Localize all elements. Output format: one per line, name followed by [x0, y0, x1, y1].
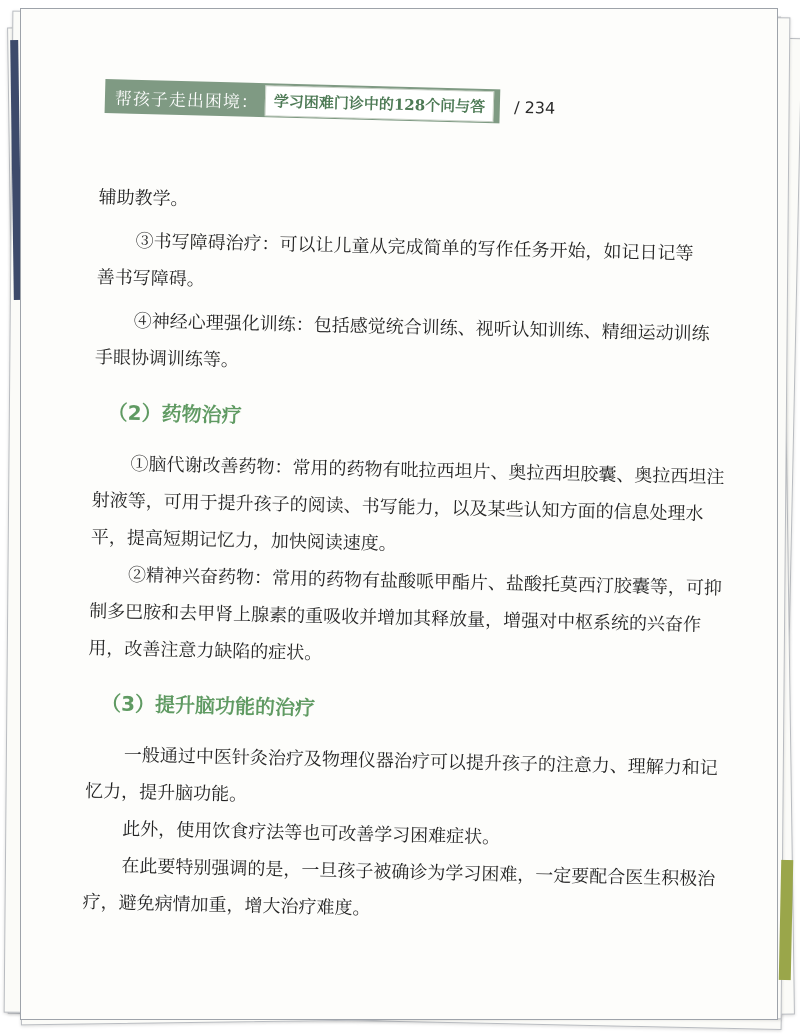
paragraph-line: 射液等，可用于提升孩子的阅读、书写能力，以及某些认知方面的信息处理水: [91, 489, 704, 525]
book-title-left: 帮孩子走出困境：: [114, 88, 260, 113]
page-body: [82, 179, 778, 937]
section-heading-brain-function: （3）提升脑功能的治疗: [100, 691, 316, 721]
paragraph-line: 手眼协调训练等。: [94, 346, 240, 372]
paragraph-line: 在此要特别强调的是，一旦孩子被确诊为学习困难，一定要配合医生积极治: [121, 855, 716, 891]
book-page: [20, 8, 778, 1020]
cover-edge: [779, 860, 794, 980]
page-number: / 234: [513, 97, 556, 118]
paragraph-line: ④神经心理强化训练：包括感觉统合训练、视听认知训练、精细运动训练: [133, 310, 710, 345]
paragraph-line: 忆力，提升脑功能。: [84, 780, 248, 806]
paragraph-line: 平，提高短期记忆力，加快阅读速度。: [90, 526, 398, 555]
paragraph-line: ①脑代谢改善药物：常用的药物有吡拉西坦片、奥拉西坦胶囊、奥拉西坦注: [130, 453, 725, 489]
paragraph-line: 辅助教学。: [98, 186, 189, 211]
paragraph-line: 用，改善注意力缺陷的症状。: [88, 637, 323, 665]
book-title-right: 学习困难门诊中的128个问与答: [265, 85, 495, 122]
paragraph-line: 制多巴胺和去甲肾上腺素的重吸收并增加其释放量，增强对中枢系统的兴奋作: [88, 600, 702, 636]
paragraph-line: ③书写障碍治疗：可以让儿童从完成简单的写作任务开始，如记日记等: [135, 230, 694, 265]
paragraph-line: 一般通过中医针灸治疗及物理仪器治疗可以提升孩子的注意力、理解力和记: [123, 744, 719, 780]
running-header: [105, 77, 556, 127]
paragraph-line: 疗，避免病情加重，增大治疗难度。: [82, 891, 371, 920]
paragraph-line: ②精神兴奋药物：常用的药物有盐酸哌甲酯片、盐酸托莫西汀胶囊等，可抑: [127, 564, 723, 600]
paragraph-line: 善书写障碍。: [96, 266, 205, 291]
paragraph-line: 此外，使用饮食疗法等也可改善学习困难症状。: [122, 818, 501, 849]
header-title-box: [105, 79, 501, 123]
section-heading-drug-therapy: （2）药物治疗: [107, 400, 242, 428]
